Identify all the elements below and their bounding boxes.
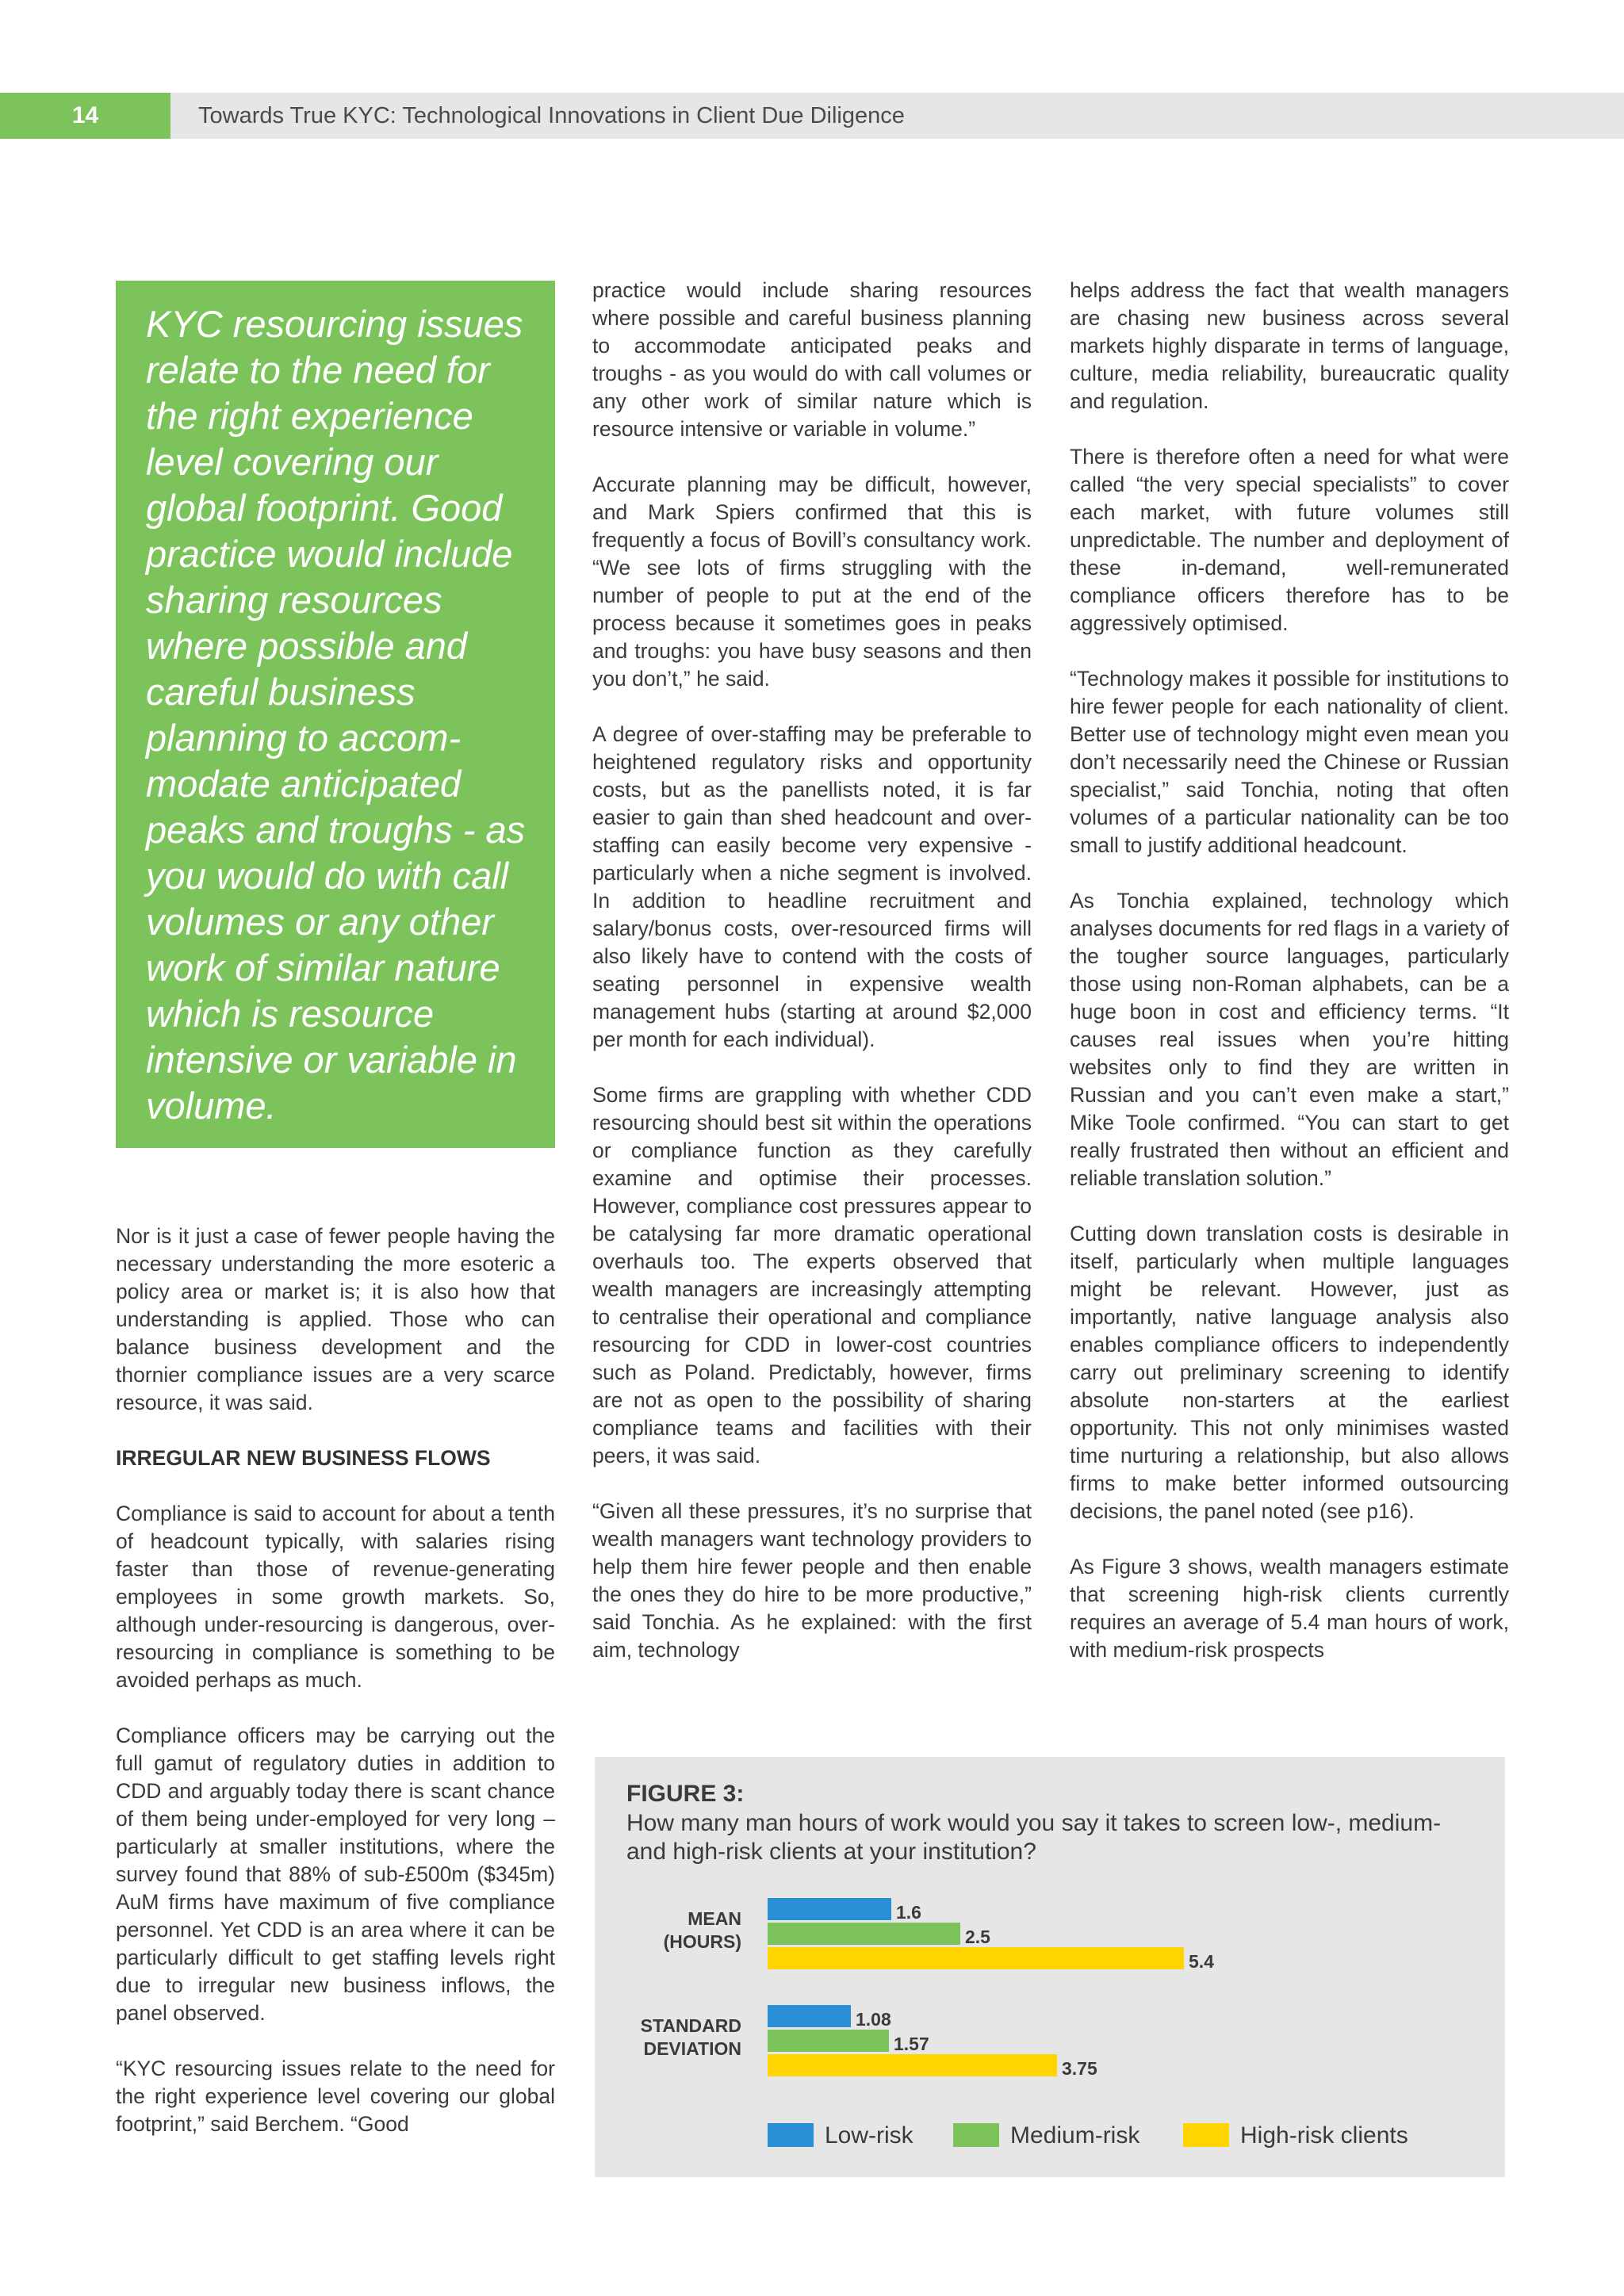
paragraph: Some firms are grappling with whether CDD resourcing should best sit within the operations or compliance function as they carefully examine and optimise their processes. However, compliance cost pressures appear to be catalysing far more dramatic operational overhauls too. The experts observed that wealth managers are increasingly attempting to centralise their operational and compliance resourcing for CDD in lower-cost countries such as Poland. Predictably, however, firms are not as open to the possibility of sharing compliance teams and facilities with their peers, it was said. <box>592 1083 1032 1468</box>
figure-3 <box>595 1757 1505 2177</box>
bar-value-label: 1.57 <box>894 2034 929 2054</box>
legend-label-low: Low-risk <box>825 2122 914 2149</box>
figure-question: How many man hours of work would you say it takes to screen low-, medium- and high-risk clients at your institution? <box>626 1810 1442 1865</box>
page-number: 14 <box>0 93 170 139</box>
category-label-mean: MEAN (HOURS) <box>663 1908 741 1952</box>
pull-quote-text: KYC resourcing issues relate to the need for the right experience level covering our global footprint. Good practice would include sharing resources where possible and careful business planning to accommodate anticipated peaks and troughs - as you would do with call volumes or any other work of similar nature which is resource intensive or variable in volume. <box>146 303 526 1127</box>
paragraph: helps address the fact that wealth managers are chasing new business across several markets highly disparate in terms of language, culture, media reliability, bureaucratic quality and regulation. <box>1070 278 1509 413</box>
legend-swatch-low <box>768 2123 814 2147</box>
column-3 <box>1070 277 1509 1692</box>
paragraph: practice would include sharing resources where possible and careful business planning to accommodate anticipated peaks and troughs - as you would do with call volumes or any other work of similar nature which is resource intensive or variable in volume.” <box>592 278 1032 441</box>
bar-value-label: 3.75 <box>1062 2058 1097 2079</box>
bar-high-std <box>768 2054 1057 2076</box>
bar-value-label: 2.5 <box>965 1927 990 1947</box>
category-label-std: STANDARD DEVIATION <box>640 2015 741 2059</box>
paragraph: Compliance officers may be carrying out the full gamut of regulatory duties in addition to CDD and arguably today there is scant chance of them being under-employed for very long – particularly at smaller institutions, where the survey found that 88% of sub-£500m ($345m) AuM firms have maximum of five compliance personnel. Yet CDD is an area where it can be particularly difficult to get staffing levels right due to irregular new business inflows, the panel observed. <box>116 1724 555 2025</box>
bar-medium-std <box>768 2030 889 2052</box>
page-header <box>0 93 1624 139</box>
section-heading: IRREGULAR NEW BUSINESS FLOWS <box>116 1446 491 1470</box>
paragraph: Accurate planning may be difficult, however, and Mark Spiers confirmed that this is frequently a focus of Bovill’s consultancy work. “We see lots of firms struggling with the number of people to put at the end of the process because it sometimes goes in peaks and troughs: you have busy seasons and then you don’t,” he said. <box>592 473 1032 691</box>
legend-swatch-high <box>1183 2123 1229 2147</box>
paragraph: A degree of over-staffing may be preferable to heightened regulatory risks and opportunity costs, but as the panellists noted, it is far easier to gain than shed headcount and over-staffing can easily become very expensive - particularly when a niche segment is involved. In addition to headline recruitment and salary/bonus costs, over-resourced firms will also likely have to contend with the costs of seating personnel in expensive wealth management hubs (starting at around $2,000 per month for each individual). <box>592 722 1032 1051</box>
column-1 <box>116 1223 555 2166</box>
paragraph: Compliance is said to account for about a tenth of headcount typically, with salaries rising faster than those of revenue-generating employees in some growth markets. So, although under-resourcing is dangerous, over-resourcing in compliance is something to be avoided perhaps as much. <box>116 1502 555 1692</box>
figure-title: FIGURE 3: <box>626 1781 745 1807</box>
bar-value-label: 1.6 <box>896 1902 921 1923</box>
paragraph: Nor is it just a case of fewer people having the necessary understanding the more esoteric a policy area or market is; it is also how that understanding is applied. Those who can balance business development and the thornier compliance issues are a very scarce resource, it was said. <box>116 1224 555 1414</box>
paragraph: Cutting down translation costs is desirable in itself, particularly when multiple languages might be relevant. However, just as importantly, native language analysis also enables compliance officers to independently carry out preliminary screening to identify absolute non-starters at the earliest opportunity. This not only minimises wasted time nurturing a relationship, but also allows firms to make better informed outsourcing decisions, the panel noted (see p16). <box>1070 1222 1509 1523</box>
legend-label-medium: Medium-risk <box>1010 2122 1140 2149</box>
bar-value-label: 5.4 <box>1189 1951 1214 1972</box>
bar-high-mean <box>768 1947 1184 1969</box>
legend-label-high: High-risk clients <box>1240 2122 1408 2149</box>
running-title: Towards True KYC: Technological Innovations in Client Due Diligence <box>198 103 905 128</box>
paragraph: There is therefore often a need for what were called “the very special specialists” to cover each market, with future volumes still unpredictable. The number and deployment of these in-demand, well-remunerated compliance officers therefore has to be aggressively optimised. <box>1070 445 1509 635</box>
legend-swatch-medium <box>953 2123 999 2147</box>
bar-value-label: 1.08 <box>856 2009 891 2030</box>
paragraph: “Technology makes it possible for institutions to hire fewer people for each nationality of client. Better use of technology might even mean you don’t necessarily need the Chinese or Russian specialist,” said Tonchia, noting that often volumes of a particular nationality can be too small to justify additional headcount. <box>1070 667 1509 857</box>
bar-medium-mean <box>768 1923 960 1945</box>
paragraph: As Figure 3 shows, wealth managers estimate that screening high-risk clients currently requires an average of 5.4 man hours of work, with medium-risk prospects <box>1070 1555 1509 1662</box>
paragraph: “Given all these pressures, it’s no surprise that wealth managers want technology providers to help them hire fewer people and then enable the ones they do hire to be more productive,” said Tonchia. As he explained: with the first aim, technology <box>592 1499 1032 1662</box>
pull-quote <box>116 281 555 1148</box>
column-2 <box>592 277 1032 1692</box>
bar-low-mean <box>768 1898 891 1920</box>
paragraph: As Tonchia explained, technology which analyses documents for red flags in a variety of the tougher source languages, particularly those using non-Roman alphabets, can be a huge boon in cost and efficiency terms. “It causes real issues when you’re hitting websites only to find they are written in Russian and you can’t even make a start,” Mike Toole confirmed. “You can start to get really frustrated then without an efficient and reliable translation solution.” <box>1070 889 1509 1190</box>
bar-low-std <box>768 2005 851 2027</box>
paragraph: “KYC resourcing issues relate to the need for the right experience level covering our global footprint,” said Berchem. “Good <box>116 2057 555 2136</box>
